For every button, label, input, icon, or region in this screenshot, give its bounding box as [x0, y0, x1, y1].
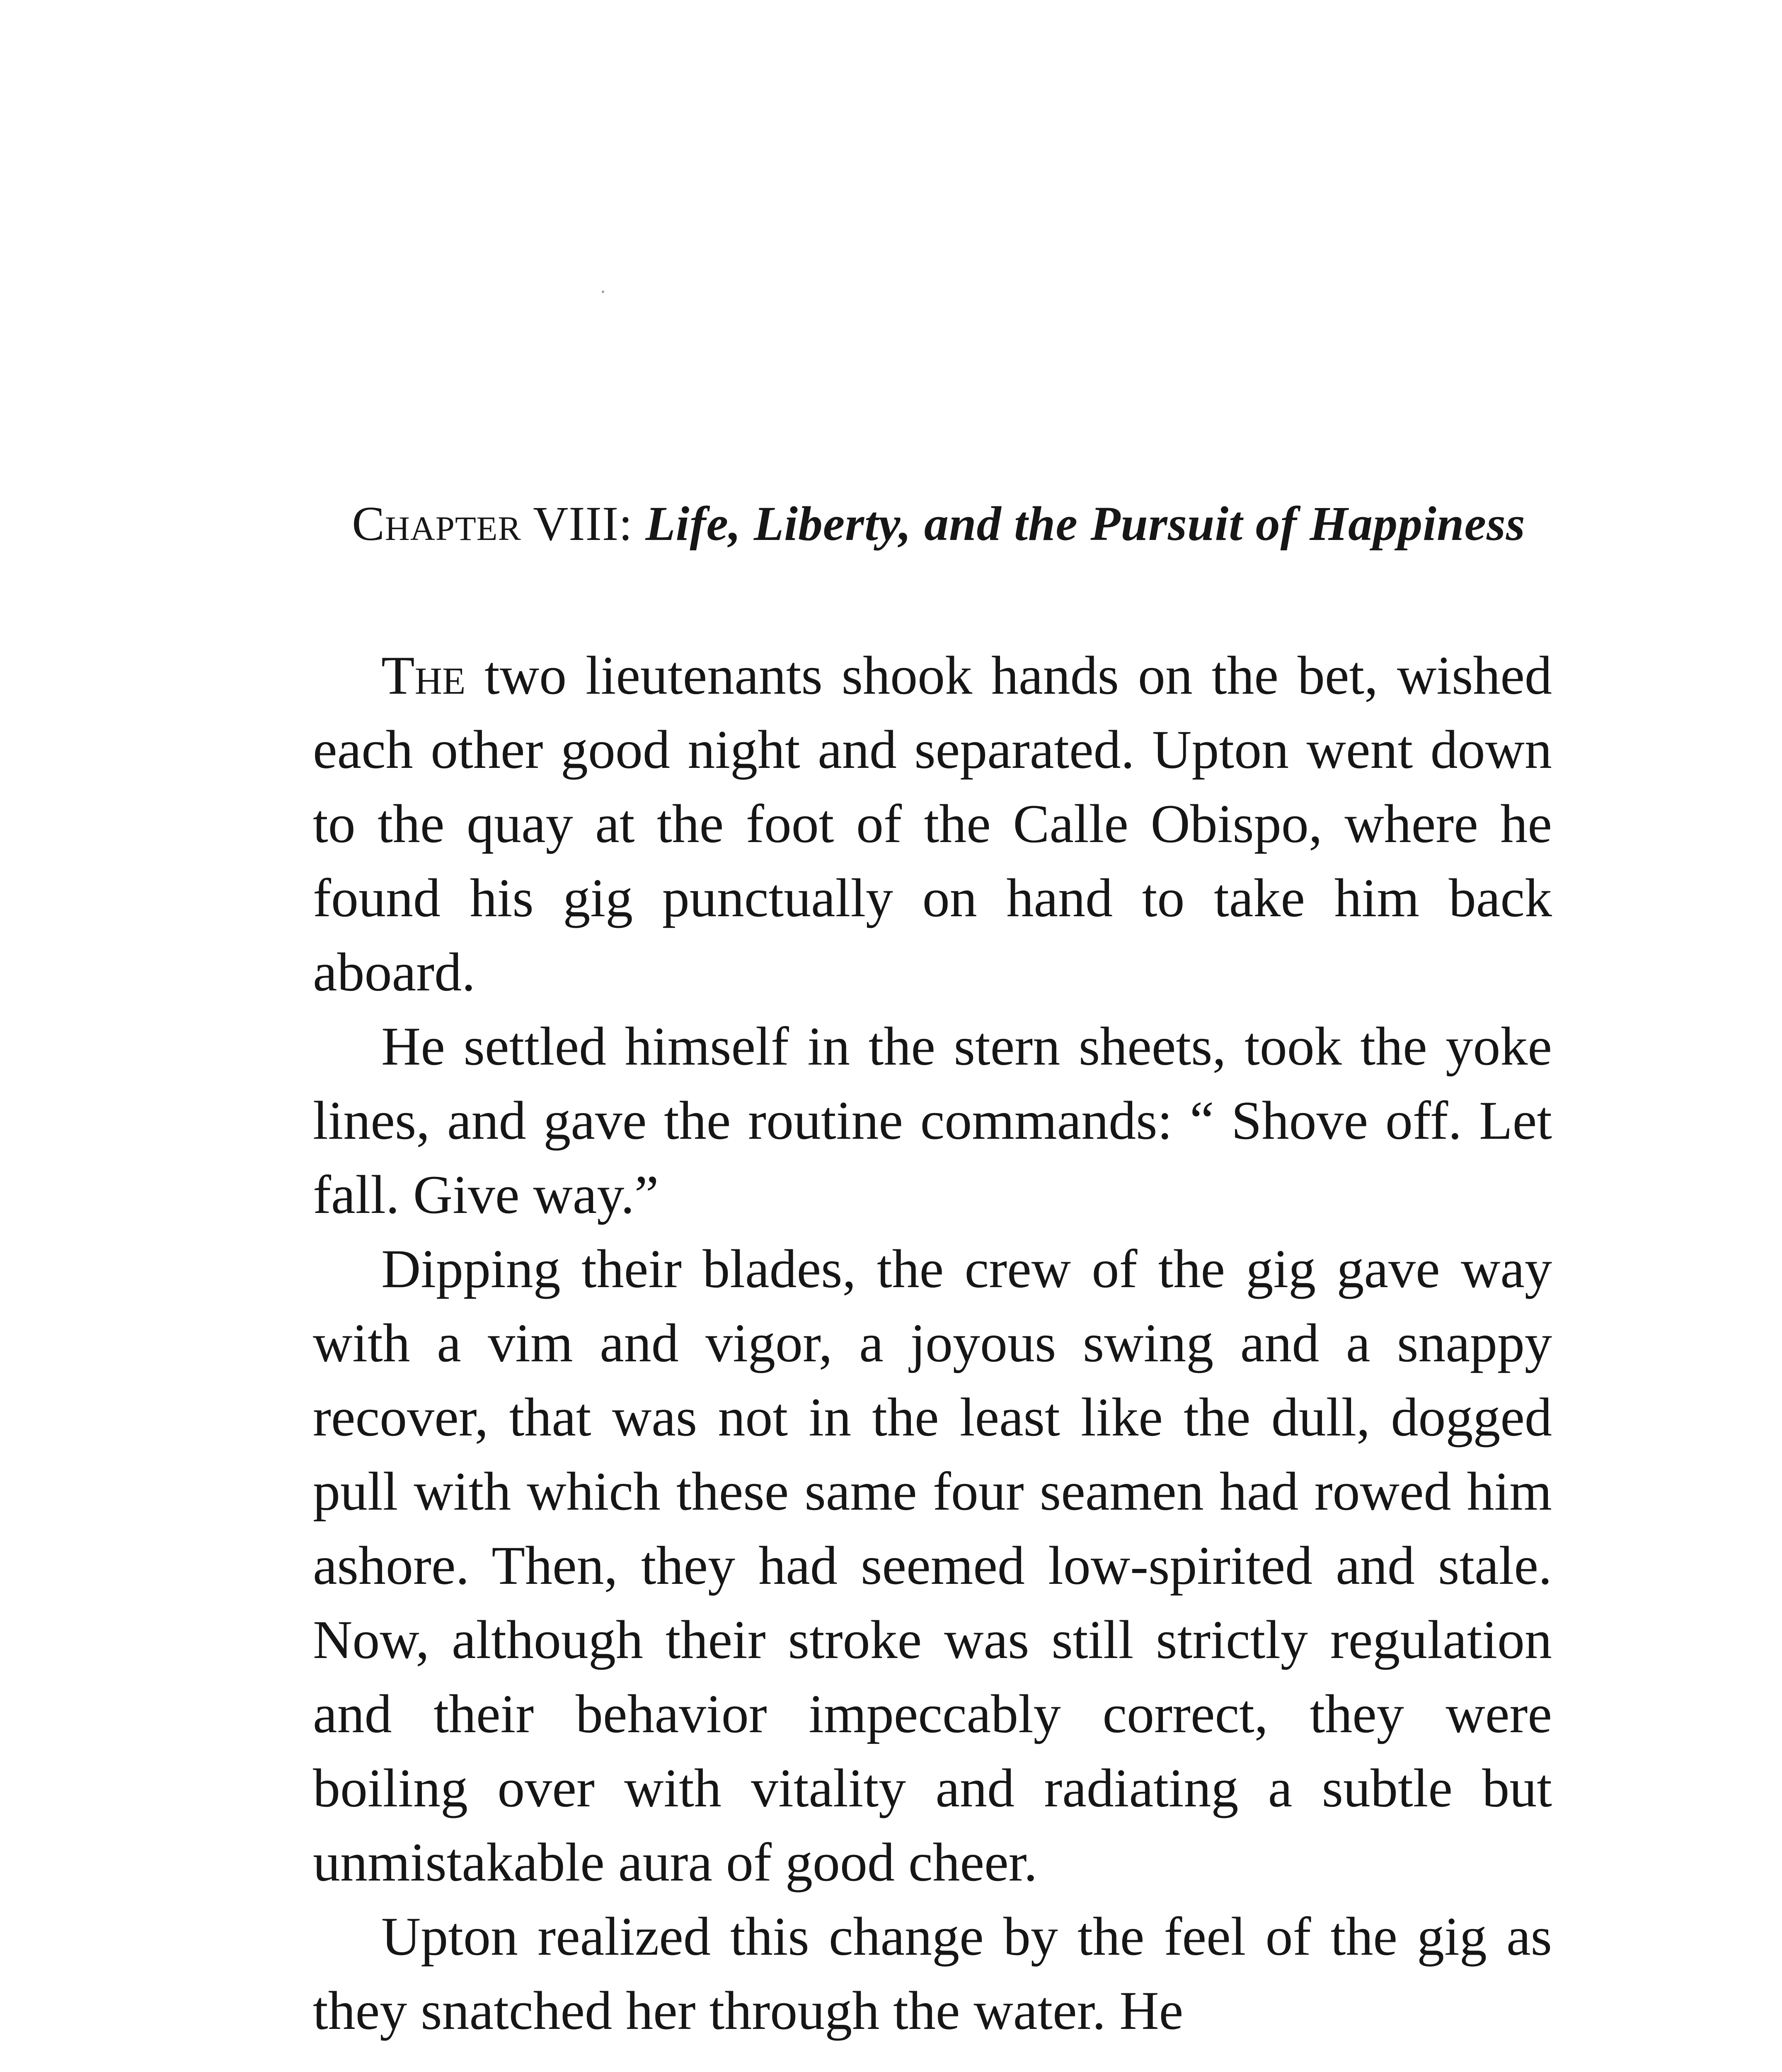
paragraph: Upton realized this change by the feel of the gig as they snatched her through the water. He [313, 1906, 1552, 2041]
paragraph: He settled himself in the stern sheets, took the yoke lines, and gave the routine commands: “ Shove off. Let fall. Give way.” [313, 1016, 1552, 1225]
chapter-label: Chapter VIII: [352, 496, 633, 551]
dust-speck [602, 290, 604, 293]
paragraph [313, 638, 1552, 1009]
chapter-heading [323, 487, 1554, 561]
paragraph: Dipping their blades, the crew of the gig gave way with a vim and vigor, a joyous swing and a snappy recover, that was not in the least like the dull, dogged pull with which these same four seamen had rowed him ashore. Then, they had seemed low-spirited and stale. Now, although their stroke was still strictly regulation and their behavior impeccably correct, they were boiling over with vitality and radiating a subtle but unmistakable aura of good cheer. [313, 1238, 1552, 1893]
paragraph-text: two lieutenants shook hands on the bet, wished each other good night and separated. Upton went down to the quay at the foot of the Calle Obispo, where he found his gig punctually on hand to take him back aboard. [313, 645, 1552, 1002]
body-text [313, 638, 1552, 2048]
lead-word: The [381, 645, 466, 706]
chapter-title: Life, Liberty, and the Pursuit of Happiness [645, 496, 1525, 551]
